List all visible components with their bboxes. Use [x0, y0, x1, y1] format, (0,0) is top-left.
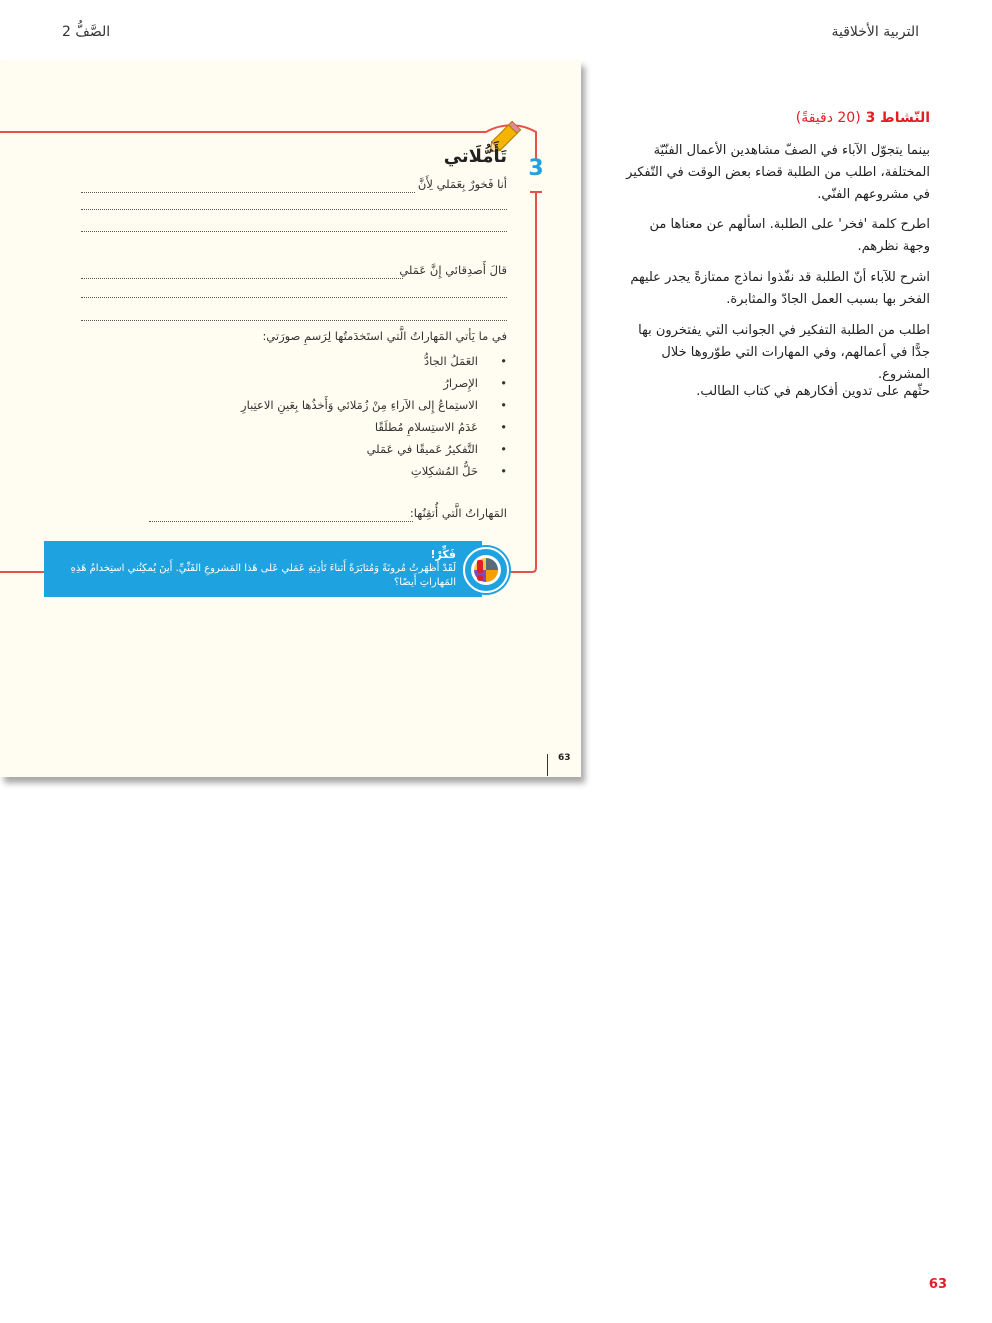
guide-paragraph: حثّهم على تدوين أفكارهم في كتاب الطالب.: [696, 384, 930, 399]
header-grade: الصَّفُّ 2: [62, 24, 111, 40]
line-label-proud: أنا فَخورٌ بِعَمَلي لِأَنَّ: [417, 177, 507, 191]
writing-line[interactable]: [81, 305, 507, 321]
activity-number: 3: [528, 156, 544, 181]
guide-page-number: 63: [928, 1277, 947, 1292]
list-item: • التَّفكيرُ عَميقًا في عَمَلي: [366, 442, 507, 456]
list-item: • الاستِماعُ إِلى الآراءِ مِنْ زُمَلائي وَأَخذُها بِعَينِ الاعتِبارِ: [241, 398, 507, 412]
page-divider: [547, 754, 548, 776]
writing-line[interactable]: [81, 194, 507, 210]
writing-line[interactable]: [81, 282, 507, 298]
think-callout: [44, 541, 482, 597]
activity-label: النّشاط 3: [865, 110, 930, 126]
student-book-page: [0, 60, 581, 777]
skills-intro: في ما يَأتي المَهاراتُ الَّتي استَخدَمتُها لِرَسمِ صورَتي:: [262, 329, 507, 343]
writing-line-proud[interactable]: [81, 177, 507, 193]
line-label-friends: قالَ أَصدِقائي إِنَّ عَمَلي: [399, 263, 507, 277]
think-title: فَكِّرْ!: [430, 548, 456, 561]
book-page-number: 63: [558, 753, 571, 763]
list-item: • العَمَلُ الجادُّ: [423, 354, 507, 368]
think-icon: [463, 547, 509, 593]
activity-heading: [796, 110, 930, 126]
writing-line[interactable]: [81, 216, 507, 232]
guide-paragraph: اشرح للآباء أنّ الطلبة قد نفّذوا نماذج ممتازةً يجدر عليهم الفخر بها بسبب العمل الجادّ والمثابرة.: [630, 270, 930, 307]
think-text: لَقَدْ أَظهَرتُ مُرونَةً وَمُثابَرَةً أَثناءَ تَأدِيَةِ عَمَلي عَلى هَذا المَشروعِ الفَنِّيِّ. أَينَ يُمكِنُني استِخدامُ هَذِهِ المَهاراتِ أَيضًا؟: [70, 563, 456, 588]
writing-line-friends[interactable]: [81, 263, 507, 279]
guide-paragraph: بينما يتجوّل الآباء في الصفّ مشاهدين الأعمال الفنّيّة المختلفة، اطلب من الطلبة قضاء بعض الوقت في التّفكير في مشروعهم الفنّي.: [626, 143, 930, 202]
list-item: • عَدَمُ الاستِسلامِ مُطلَقًا: [374, 420, 507, 434]
writing-line-mastered[interactable]: [149, 506, 507, 522]
list-item: • حَلُّ المُشكِلاتِ: [410, 464, 507, 478]
list-item: • الإِصرارُ: [443, 376, 507, 390]
activity-time: (20 دقيقةً): [795, 110, 861, 126]
guide-paragraph: اطرح كلمة 'فخر' على الطلبة. اسألهم عن معناها من وجهة نظرهم.: [649, 217, 930, 254]
guide-paragraph: اطلب من الطلبة التفكير في الجوانب التي يفتخرون بها جدًّا في أعمالهم، وفي المهارات التي طوّروها خلال المشروع.: [638, 323, 930, 382]
header-subject: التربية الأخلاقية: [831, 24, 919, 40]
line-label-mastered: المَهاراتُ الَّتي أُتقِنُها:: [409, 506, 507, 520]
skills-list: [241, 350, 507, 482]
page-title: تَأَمُّلَاتي: [443, 146, 507, 167]
